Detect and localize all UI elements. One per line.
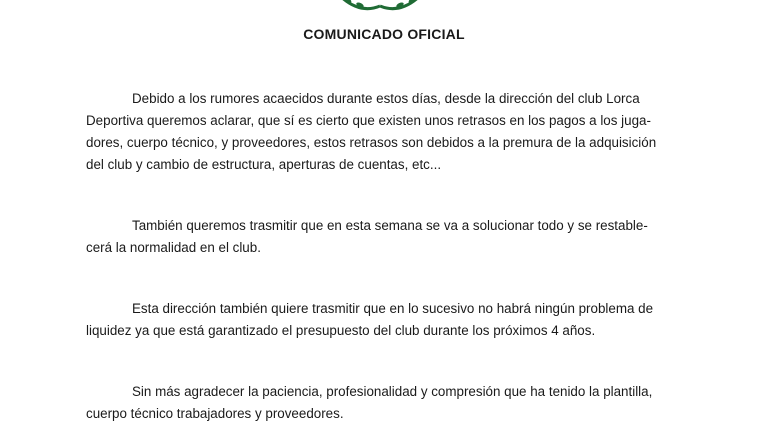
paragraph-line: del club y cambio de estructura, aperturas de cuentas, etc... (86, 157, 442, 172)
paragraph-line: Debido a los rumores acaecidos durante estos días, desde la dirección del club Lorca (132, 91, 640, 106)
paragraph-2 (86, 215, 682, 259)
paragraph-3 (86, 298, 682, 342)
paragraph-line: Sin más agradecer la paciencia, profesionalidad y compresión que ha tenido la plantilla, (132, 384, 653, 399)
document-title: COMUNICADO OFICIAL (303, 26, 465, 42)
club-logo-laurel-icon (330, 0, 430, 14)
paragraph-1 (86, 88, 682, 176)
paragraph-line: cerá la normalidad en el club. (86, 240, 261, 255)
paragraph-4 (86, 381, 682, 425)
paragraph-line: Esta dirección también quiere trasmitir que en lo sucesivo no habrá ningún problema de (132, 301, 654, 316)
paragraph-line: liquidez ya que está garantizado el presupuesto del club durante los próximos 4 años. (86, 323, 596, 338)
paragraph-line: También queremos trasmitir que en esta semana se va a solucionar todo y se restable- (132, 218, 648, 233)
paragraph-line: Deportiva queremos aclarar, que sí es cierto que existen unos retrasos en los pagos a los juga- (86, 113, 651, 128)
paragraph-line: cuerpo técnico trabajadores y proveedores. (86, 406, 344, 421)
paragraph-line: dores, cuerpo técnico, y proveedores, estos retrasos son debidos a la premura de la adquisición (86, 135, 657, 150)
